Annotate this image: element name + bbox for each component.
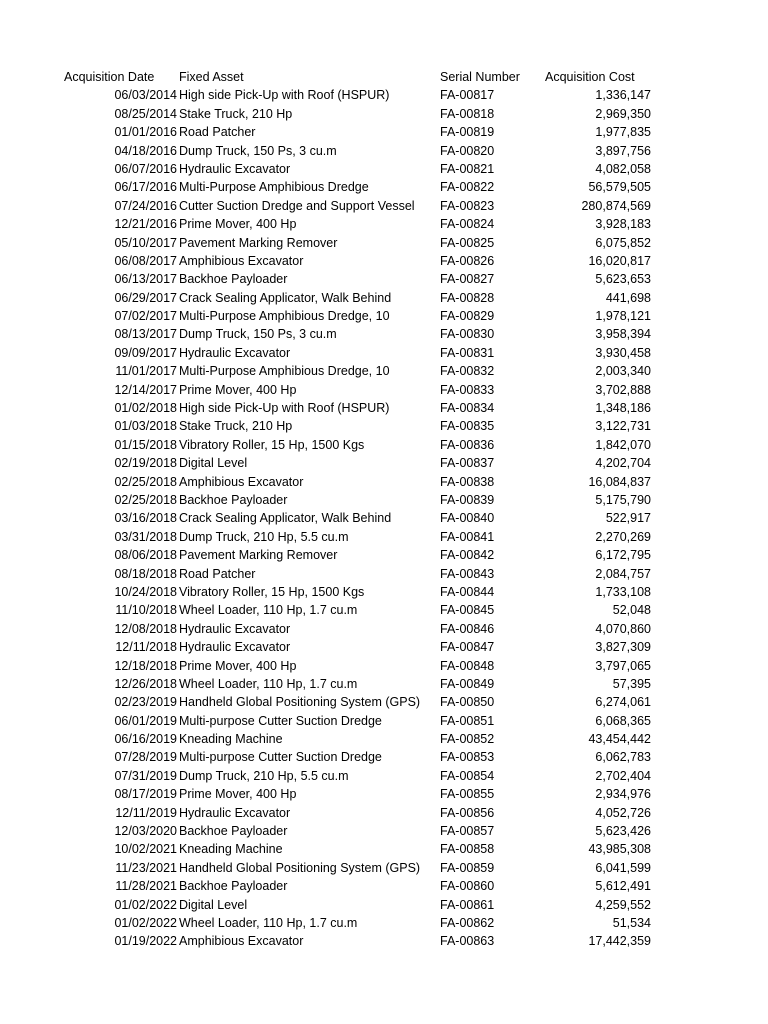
- acquisition-date-cell: 06/16/2019: [114, 732, 177, 747]
- table-row: [0, 785, 768, 803]
- fixed-asset-cell: Backhoe Payloader: [179, 272, 288, 287]
- table-row: [0, 620, 768, 638]
- acquisition-date-cell: 09/09/2017: [114, 345, 177, 360]
- serial-number-cell: FA-00831: [440, 345, 495, 360]
- acquisition-date-cell: 03/31/2018: [114, 529, 177, 544]
- fixed-asset-cell: Digital Level: [179, 897, 248, 912]
- fixed-asset-cell: Handheld Global Positioning System (GPS): [179, 695, 421, 710]
- acquisition-cost-cell: 51,534: [612, 915, 651, 930]
- acquisition-date-cell: 07/28/2019: [114, 750, 177, 765]
- fixed-asset-cell: Backhoe Payloader: [179, 879, 288, 894]
- acquisition-date-cell: 01/19/2022: [114, 934, 177, 949]
- fixed-asset-cell: Prime Mover, 400 Hp: [179, 787, 297, 802]
- table-row: [0, 86, 768, 104]
- table-row: [0, 105, 768, 123]
- acquisition-date-cell: 08/06/2018: [114, 548, 177, 563]
- acquisition-cost-cell: 522,917: [605, 511, 651, 526]
- acquisition-cost-cell: 6,068,365: [595, 713, 651, 728]
- serial-number-cell: FA-00857: [440, 824, 495, 839]
- serial-number-cell: FA-00828: [440, 290, 495, 305]
- table-row: [0, 877, 768, 895]
- header-fixed-asset: Fixed Asset: [179, 70, 244, 84]
- acquisition-cost-cell: 3,702,888: [595, 382, 651, 397]
- fixed-asset-cell: Dump Truck, 150 Ps, 3 cu.m: [179, 327, 337, 342]
- acquisition-date-cell: 06/08/2017: [114, 253, 177, 268]
- serial-number-cell: FA-00848: [440, 658, 495, 673]
- acquisition-date-cell: 03/16/2018: [114, 511, 177, 526]
- serial-number-cell: FA-00835: [440, 419, 495, 434]
- serial-number-cell: FA-00825: [440, 235, 495, 250]
- serial-number-cell: FA-00852: [440, 732, 495, 747]
- table-row: [0, 270, 768, 288]
- acquisition-date-cell: 10/02/2021: [114, 842, 177, 857]
- table-row: [0, 748, 768, 766]
- fixed-asset-cell: Crack Sealing Applicator, Walk Behind: [179, 511, 392, 526]
- fixed-asset-cell: Wheel Loader, 110 Hp, 1.7 cu.m: [179, 915, 358, 930]
- acquisition-cost-cell: 2,084,757: [595, 566, 651, 581]
- serial-number-cell: FA-00843: [440, 566, 495, 581]
- table-row: [0, 454, 768, 472]
- table-row: [0, 252, 768, 270]
- fixed-asset-cell: Stake Truck, 210 Hp: [179, 419, 293, 434]
- acquisition-cost-cell: 3,897,756: [595, 143, 651, 158]
- acquisition-cost-cell: 3,797,065: [595, 658, 651, 673]
- acquisition-date-cell: 02/25/2018: [114, 492, 177, 507]
- fixed-asset-cell: Hydraulic Excavator: [179, 805, 291, 820]
- acquisition-date-cell: 06/17/2016: [114, 180, 177, 195]
- serial-number-cell: FA-00859: [440, 860, 495, 875]
- acquisition-date-cell: 02/19/2018: [114, 456, 177, 471]
- acquisition-date-cell: 10/24/2018: [114, 584, 177, 599]
- fixed-asset-cell: Dump Truck, 210 Hp, 5.5 cu.m: [179, 529, 349, 544]
- acquisition-date-cell: 12/03/2020: [114, 824, 177, 839]
- acquisition-date-cell: 11/10/2018: [115, 603, 177, 618]
- acquisition-cost-cell: 16,084,837: [588, 474, 651, 489]
- acquisition-cost-cell: 4,070,860: [595, 621, 651, 636]
- serial-number-cell: FA-00862: [440, 915, 495, 930]
- table-row: [0, 601, 768, 619]
- table-row: [0, 289, 768, 307]
- fixed-asset-cell: Amphibious Excavator: [179, 934, 304, 949]
- table-row: [0, 160, 768, 178]
- serial-number-cell: FA-00844: [440, 584, 495, 599]
- acquisition-date-cell: 06/01/2019: [114, 713, 177, 728]
- table-row: [0, 896, 768, 914]
- acquisition-cost-cell: 1,336,147: [595, 88, 651, 103]
- serial-number-cell: FA-00817: [440, 88, 495, 103]
- fixed-asset-cell: Backhoe Payloader: [179, 492, 288, 507]
- acquisition-cost-cell: 1,842,070: [595, 437, 651, 452]
- acquisition-date-cell: 08/18/2018: [114, 566, 177, 581]
- acquisition-cost-cell: 1,977,835: [595, 125, 651, 140]
- acquisition-date-cell: 12/11/2019: [115, 805, 177, 820]
- acquisition-date-cell: 11/28/2021: [115, 879, 177, 894]
- acquisition-cost-cell: 5,612,491: [595, 879, 651, 894]
- table-row: [0, 840, 768, 858]
- acquisition-cost-cell: 56,579,505: [588, 180, 651, 195]
- fixed-asset-cell: Dump Truck, 210 Hp, 5.5 cu.m: [179, 768, 349, 783]
- fixed-asset-cell: Kneading Machine: [179, 842, 283, 857]
- serial-number-cell: FA-00858: [440, 842, 495, 857]
- serial-number-cell: FA-00849: [440, 676, 495, 691]
- table-row: [0, 307, 768, 325]
- fixed-asset-cell: Amphibious Excavator: [179, 474, 304, 489]
- acquisition-cost-cell: 3,122,731: [595, 419, 651, 434]
- acquisition-cost-cell: 3,930,458: [595, 345, 651, 360]
- fixed-asset-cell: Digital Level: [179, 456, 248, 471]
- serial-number-cell: FA-00863: [440, 934, 495, 949]
- fixed-asset-cell: Multi-purpose Cutter Suction Dredge: [179, 750, 382, 765]
- asset-table: [0, 68, 768, 951]
- fixed-asset-cell: Kneading Machine: [179, 732, 283, 747]
- table-row: [0, 657, 768, 675]
- serial-number-cell: FA-00845: [440, 603, 495, 618]
- fixed-asset-cell: Multi-purpose Cutter Suction Dredge: [179, 713, 382, 728]
- acquisition-date-cell: 07/02/2017: [114, 309, 177, 324]
- table-row: [0, 344, 768, 362]
- acquisition-cost-cell: 1,348,186: [595, 401, 651, 416]
- acquisition-cost-cell: 1,978,121: [595, 309, 651, 324]
- acquisition-date-cell: 08/17/2019: [114, 787, 177, 802]
- header-serial-number: Serial Number: [440, 70, 520, 84]
- table-row: [0, 197, 768, 215]
- table-row: [0, 417, 768, 435]
- table-row: [0, 436, 768, 454]
- serial-number-cell: FA-00851: [440, 713, 495, 728]
- serial-number-cell: FA-00824: [440, 217, 495, 232]
- table-row: [0, 914, 768, 932]
- fixed-asset-cell: Wheel Loader, 110 Hp, 1.7 cu.m: [179, 603, 358, 618]
- acquisition-date-cell: 06/03/2014: [114, 88, 177, 103]
- serial-number-cell: FA-00854: [440, 768, 495, 783]
- serial-number-cell: FA-00841: [440, 529, 495, 544]
- serial-number-cell: FA-00823: [440, 198, 495, 213]
- acquisition-cost-cell: 43,454,442: [588, 732, 651, 747]
- table-row: [0, 142, 768, 160]
- acquisition-date-cell: 11/23/2021: [115, 860, 177, 875]
- serial-number-cell: FA-00832: [440, 364, 495, 379]
- acquisition-cost-cell: 5,175,790: [595, 492, 651, 507]
- acquisition-cost-cell: 6,075,852: [595, 235, 651, 250]
- serial-number-cell: FA-00855: [440, 787, 495, 802]
- serial-number-cell: FA-00839: [440, 492, 495, 507]
- serial-number-cell: FA-00842: [440, 548, 495, 563]
- table-row: [0, 859, 768, 877]
- acquisition-date-cell: 12/14/2017: [114, 382, 177, 397]
- fixed-asset-cell: Cutter Suction Dredge and Support Vessel: [179, 198, 415, 213]
- serial-number-cell: FA-00827: [440, 272, 495, 287]
- serial-number-cell: FA-00834: [440, 401, 495, 416]
- acquisition-date-cell: 12/26/2018: [114, 676, 177, 691]
- fixed-asset-cell: Hydraulic Excavator: [179, 345, 291, 360]
- fixed-asset-cell: Vibratory Roller, 15 Hp, 1500 Kgs: [179, 437, 365, 452]
- acquisition-cost-cell: 17,442,359: [588, 934, 651, 949]
- fixed-asset-cell: Road Patcher: [179, 566, 256, 581]
- table-row: [0, 325, 768, 343]
- fixed-asset-cell: Hydraulic Excavator: [179, 621, 291, 636]
- fixed-asset-cell: Hydraulic Excavator: [179, 161, 291, 176]
- serial-number-cell: FA-00821: [440, 161, 495, 176]
- acquisition-date-cell: 01/03/2018: [114, 419, 177, 434]
- serial-number-cell: FA-00838: [440, 474, 495, 489]
- acquisition-cost-cell: 2,934,976: [595, 787, 651, 802]
- table-header-row: [0, 68, 768, 86]
- acquisition-cost-cell: 5,623,426: [595, 824, 651, 839]
- table-row: [0, 565, 768, 583]
- serial-number-cell: FA-00860: [440, 879, 495, 894]
- serial-number-cell: FA-00818: [440, 106, 495, 121]
- table-row: [0, 528, 768, 546]
- serial-number-cell: FA-00856: [440, 805, 495, 820]
- acquisition-cost-cell: 1,733,108: [595, 584, 651, 599]
- fixed-asset-cell: Wheel Loader, 110 Hp, 1.7 cu.m: [179, 676, 358, 691]
- acquisition-cost-cell: 3,827,309: [595, 640, 651, 655]
- table-row: [0, 399, 768, 417]
- acquisition-date-cell: 08/25/2014: [114, 106, 177, 121]
- fixed-asset-cell: Road Patcher: [179, 125, 256, 140]
- table-row: [0, 675, 768, 693]
- acquisition-date-cell: 07/24/2016: [114, 198, 177, 213]
- acquisition-cost-cell: 6,274,061: [595, 695, 651, 710]
- serial-number-cell: FA-00833: [440, 382, 495, 397]
- acquisition-date-cell: 12/21/2016: [114, 217, 177, 232]
- acquisition-cost-cell: 4,259,552: [595, 897, 651, 912]
- table-row: [0, 712, 768, 730]
- acquisition-cost-cell: 6,041,599: [595, 860, 651, 875]
- acquisition-date-cell: 02/25/2018: [114, 474, 177, 489]
- fixed-asset-cell: Dump Truck, 150 Ps, 3 cu.m: [179, 143, 337, 158]
- acquisition-cost-cell: 6,172,795: [595, 548, 651, 563]
- fixed-asset-cell: Vibratory Roller, 15 Hp, 1500 Kgs: [179, 584, 365, 599]
- serial-number-cell: FA-00840: [440, 511, 495, 526]
- fixed-asset-cell: High side Pick-Up with Roof (HSPUR): [179, 401, 390, 416]
- acquisition-cost-cell: 280,874,569: [581, 198, 651, 213]
- fixed-asset-cell: Pavement Marking Remover: [179, 235, 338, 250]
- serial-number-cell: FA-00820: [440, 143, 495, 158]
- fixed-asset-cell: Amphibious Excavator: [179, 253, 304, 268]
- acquisition-cost-cell: 3,958,394: [595, 327, 651, 342]
- acquisition-cost-cell: 6,062,783: [595, 750, 651, 765]
- acquisition-cost-cell: 4,052,726: [595, 805, 651, 820]
- acquisition-date-cell: 12/18/2018: [114, 658, 177, 673]
- table-row: [0, 546, 768, 564]
- table-body: [0, 86, 768, 950]
- fixed-asset-cell: Prime Mover, 400 Hp: [179, 658, 297, 673]
- serial-number-cell: FA-00836: [440, 437, 495, 452]
- acquisition-date-cell: 11/01/2017: [115, 364, 177, 379]
- acquisition-date-cell: 01/01/2016: [114, 125, 177, 140]
- serial-number-cell: FA-00837: [440, 456, 495, 471]
- fixed-asset-cell: Multi-Purpose Amphibious Dredge, 10: [179, 309, 390, 324]
- fixed-asset-cell: Hydraulic Excavator: [179, 640, 291, 655]
- acquisition-date-cell: 02/23/2019: [114, 695, 177, 710]
- table-row: [0, 730, 768, 748]
- table-row: [0, 381, 768, 399]
- serial-number-cell: FA-00850: [440, 695, 495, 710]
- acquisition-cost-cell: 2,969,350: [595, 106, 651, 121]
- table-row: [0, 804, 768, 822]
- acquisition-date-cell: 07/31/2019: [114, 768, 177, 783]
- acquisition-cost-cell: 57,395: [612, 676, 651, 691]
- acquisition-date-cell: 01/02/2022: [114, 915, 177, 930]
- acquisition-cost-cell: 441,698: [605, 290, 651, 305]
- acquisition-cost-cell: 2,270,269: [595, 529, 651, 544]
- acquisition-cost-cell: 2,003,340: [595, 364, 651, 379]
- header-acquisition-date: Acquisition Date: [64, 70, 155, 84]
- fixed-asset-cell: Pavement Marking Remover: [179, 548, 338, 563]
- table-row: [0, 123, 768, 141]
- acquisition-date-cell: 04/18/2016: [114, 143, 177, 158]
- acquisition-cost-cell: 2,702,404: [595, 768, 651, 783]
- acquisition-date-cell: 01/15/2018: [114, 437, 177, 452]
- acquisition-date-cell: 06/29/2017: [114, 290, 177, 305]
- fixed-asset-cell: Handheld Global Positioning System (GPS): [179, 860, 421, 875]
- acquisition-cost-cell: 16,020,817: [588, 253, 651, 268]
- acquisition-date-cell: 12/08/2018: [114, 621, 177, 636]
- table-row: [0, 362, 768, 380]
- acquisition-date-cell: 08/13/2017: [114, 327, 177, 342]
- table-row: [0, 491, 768, 509]
- table-row: [0, 767, 768, 785]
- fixed-asset-cell: Prime Mover, 400 Hp: [179, 217, 297, 232]
- fixed-asset-cell: Stake Truck, 210 Hp: [179, 106, 293, 121]
- table-row: [0, 215, 768, 233]
- serial-number-cell: FA-00830: [440, 327, 495, 342]
- table-row: [0, 932, 768, 950]
- acquisition-cost-cell: 52,048: [612, 603, 651, 618]
- table-row: [0, 638, 768, 656]
- table-row: [0, 178, 768, 196]
- header-acquisition-cost: Acquisition Cost: [545, 70, 635, 84]
- fixed-asset-cell: Prime Mover, 400 Hp: [179, 382, 297, 397]
- acquisition-cost-cell: 5,623,653: [595, 272, 651, 287]
- serial-number-cell: FA-00853: [440, 750, 495, 765]
- serial-number-cell: FA-00822: [440, 180, 495, 195]
- acquisition-cost-cell: 3,928,183: [595, 217, 651, 232]
- table-row: [0, 822, 768, 840]
- acquisition-cost-cell: 43,985,308: [588, 842, 651, 857]
- serial-number-cell: FA-00826: [440, 253, 495, 268]
- acquisition-date-cell: 01/02/2018: [114, 401, 177, 416]
- fixed-asset-cell: Backhoe Payloader: [179, 824, 288, 839]
- table-row: [0, 509, 768, 527]
- table-row: [0, 234, 768, 252]
- acquisition-date-cell: 05/10/2017: [114, 235, 177, 250]
- serial-number-cell: FA-00829: [440, 309, 495, 324]
- serial-number-cell: FA-00819: [440, 125, 495, 140]
- acquisition-date-cell: 06/13/2017: [114, 272, 177, 287]
- table-row: [0, 473, 768, 491]
- fixed-asset-cell: Multi-Purpose Amphibious Dredge, 10: [179, 364, 390, 379]
- serial-number-cell: FA-00847: [440, 640, 495, 655]
- serial-number-cell: FA-00846: [440, 621, 495, 636]
- acquisition-cost-cell: 4,202,704: [595, 456, 651, 471]
- fixed-asset-cell: Crack Sealing Applicator, Walk Behind: [179, 290, 392, 305]
- table-row: [0, 583, 768, 601]
- serial-number-cell: FA-00861: [440, 897, 495, 912]
- acquisition-cost-cell: 4,082,058: [595, 161, 651, 176]
- acquisition-date-cell: 06/07/2016: [114, 161, 177, 176]
- acquisition-date-cell: 01/02/2022: [114, 897, 177, 912]
- fixed-asset-cell: Multi-Purpose Amphibious Dredge: [179, 180, 369, 195]
- fixed-asset-cell: High side Pick-Up with Roof (HSPUR): [179, 88, 390, 103]
- table-row: [0, 693, 768, 711]
- acquisition-date-cell: 12/11/2018: [115, 640, 177, 655]
